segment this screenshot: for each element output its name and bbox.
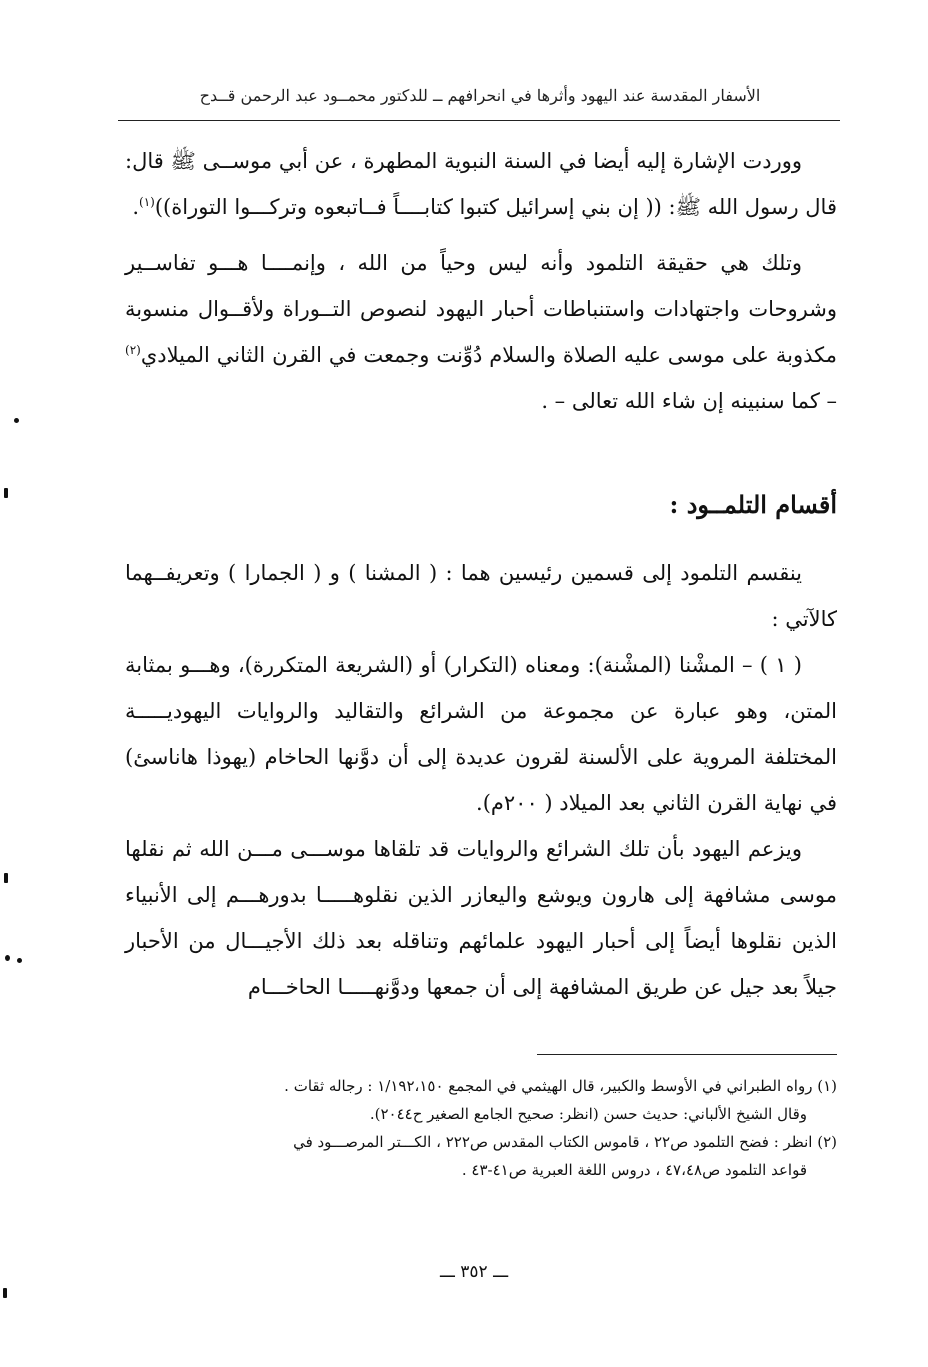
section-text [125,550,837,1010]
paragraph-talmud-definition [125,240,837,424]
scan-speck [4,488,8,498]
paragraph-end: . [132,195,140,219]
section-heading: أقسام التلمــود : [669,490,837,519]
footnote-2-continuation: قواعد التلمود ص٤٧،٤٨ ، دروس اللغة العبرية ص٤١-٤٣ . [461,1161,807,1179]
paragraph-text: وتلك هي حقيقة التلمود وأنه ليس وحياً من الله ، وإنمــــا هـــو تفاســير وشروحات واجتهادات واستنباطات أحبار اليهود لنصوص التــوراة ولأقــوال منسوبة مكذوبة على موسى عليه الصلاة والسلام دُوِّنت وجمعت في القرن الثاني الميلادي [125,251,837,367]
scan-speck [3,1288,7,1298]
running-header: الأسفار المقدسة عند اليهود وأثرها في انحرافهم ــ للدكتور محمــود عبد الرحمن قــدح [199,86,761,105]
footnote-1-continuation: وقال الشيخ الألباني: حديث حسن (انظر: صحيح الجامع الصغير ح٢٠٤٤). [369,1105,807,1123]
paragraph-divisions: ينقسم التلمود إلى قسمين رئيسين هما : ( المشنا ) و ( الجمارا ) وتعريفــهما كالآتي : [125,561,837,631]
header-divider [118,120,840,121]
footnote-ref[interactable]: (١) [139,195,155,209]
paragraph-text: ووردت الإشارة إليه أيضا في السنة النبوية المطهرة ، عن أبي موســى ﷺ قال: قال رسول الله ﷺ: (( إن بني إسرائيل كتبوا كتابــــاً فــاتبعوه وتركـــوا التوراة)) [125,149,837,219]
scan-speck [17,958,22,963]
footnote-2: (٢) انظر : فضح التلمود ص٢٢ ، قاموس الكتاب المقدس ص٢٢٢ ، الكـــتر المرصـــود في [293,1133,837,1151]
scan-speck [4,873,8,883]
scan-speck [5,955,10,961]
scan-speck [14,418,19,423]
footnote-ref[interactable]: (٢) [125,343,141,357]
footnotes [125,1072,837,1184]
paragraph-hadith [125,138,837,230]
main-text [125,138,837,424]
paragraph-transmission: ويزعم اليهود بأن تلك الشرائع والروايات قد تلقاها موســـى مـــن الله ثم نقلها موسى مشافهة إلى هارون ويوشع واليعازر الذين نقلوهـــــا بدورهـــم إلى الأنبياء الذين نقلوها أيضاً إلى أحبار اليهود علمائهم وتناقله بعد ذلك الأجيـــال من الأحبار جيلاً بعد جيل عن طريق المشافهة إلى أن جمعها ودوَّنهـــــا الحاخـــام [125,837,837,999]
paragraph-mishnah: ( ١ ) – المشْنا (المشْنة): ومعناه (التكرار) أو (الشريعة المتكررة)، وهـــو بمثابة المتن، وهو عبارة عن مجموعة من الشرائع والتقاليد والروايات اليهوديـــــة المختلفة المروية على الألسنة لقرون عديدة إلى أن دوَّنها الحاخام (يهوذا هاناسئ) في نهاية القرن الثاني بعد الميلاد ( ٢٠٠م). [125,653,837,815]
page-number: ـــ ٣٥٢ ـــ [439,1262,509,1282]
paragraph-end: – كما سنبينه إن شاء الله تعالى – . [541,389,837,413]
footnote-divider [537,1054,837,1055]
footnote-1: (١) رواه الطبراني في الأوسط والكبير، قال الهيثمي في المجمع ١/١٩٢،١٥٠ : رجاله ثقات . [284,1077,837,1095]
